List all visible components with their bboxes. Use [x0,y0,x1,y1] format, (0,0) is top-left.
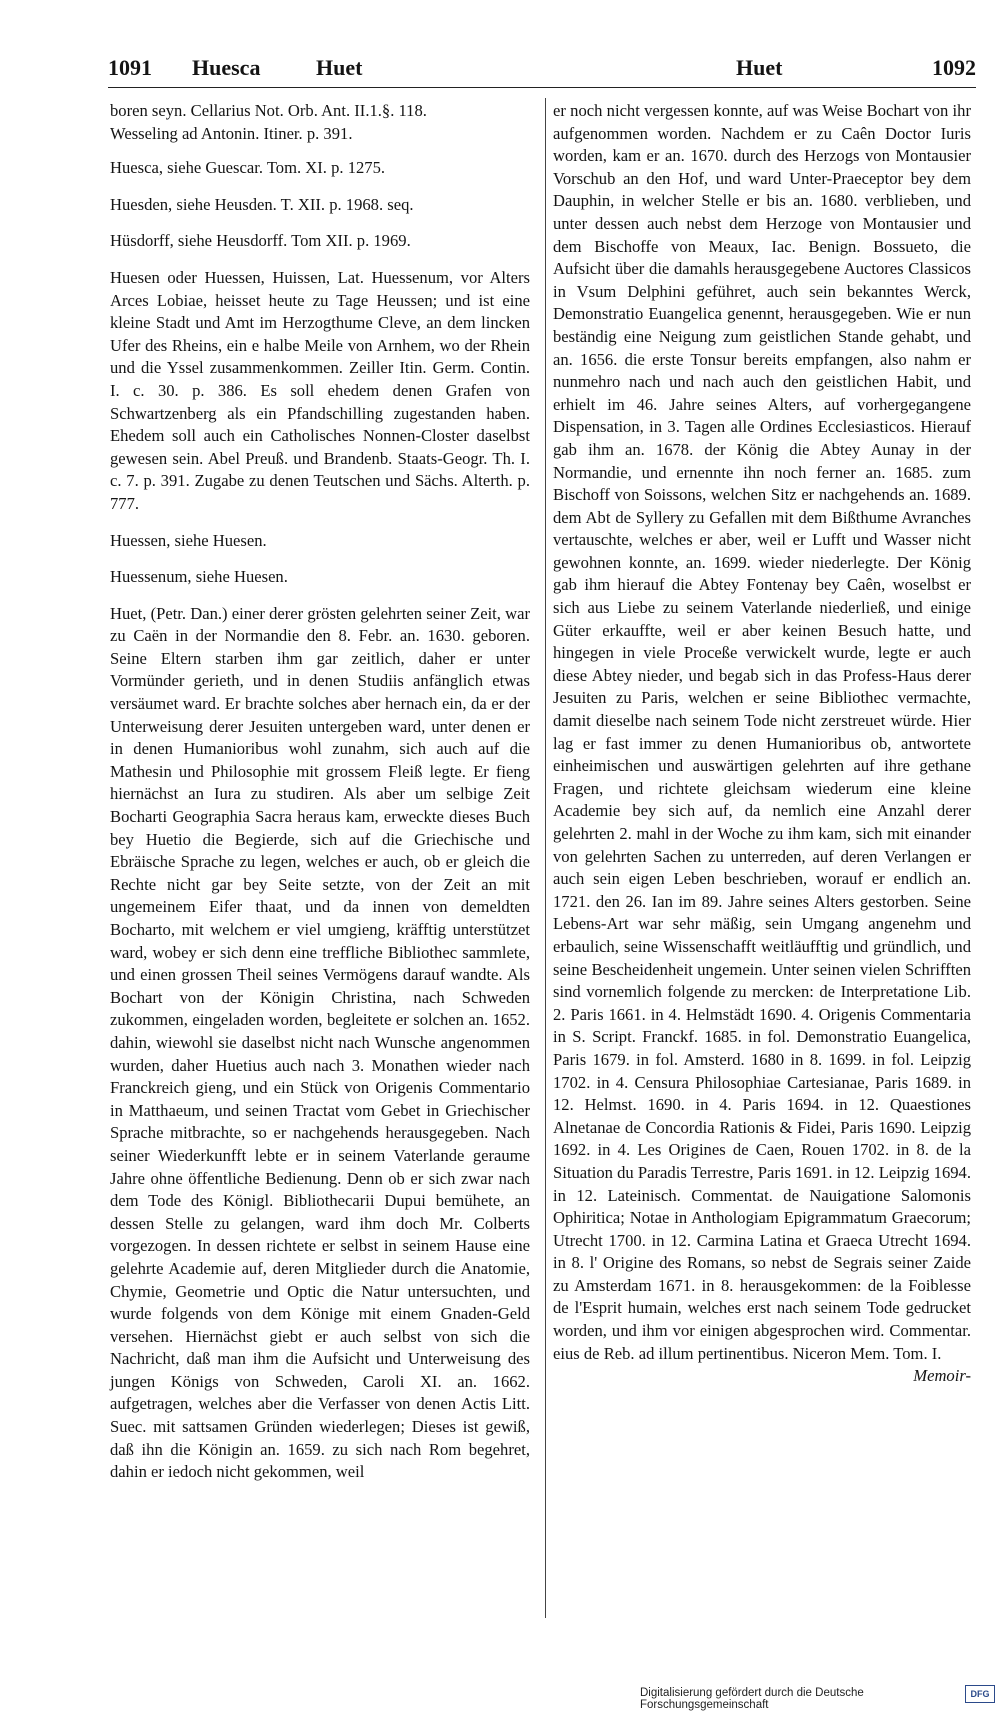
entry-huessenum: Huessenum, siehe Huesen. [110,567,288,587]
entry-huessen: Huessen, siehe Huesen. [110,530,267,550]
catchword-left-2: Huet [316,55,363,80]
funding-note: Digitalisierung gefördert durch die Deutsche Forschungsgemeinschaft [640,1687,864,1711]
entry-huesdorff: Hüsdorff, siehe Heusdorff. Tom XII. p. 1969. [110,231,411,251]
catchword-memoir: Memoir- [913,1366,971,1386]
entry-huesca: Huesca, siehe Guescar. Tom. XI. p. 1275. [110,158,386,178]
catchword-right: Huet [736,55,783,80]
header-rule [108,87,976,88]
right-column [553,100,971,1388]
entry-huet-continued: er noch nicht vergessen konnte, auf was Weise Bochart von ihr aufgenommen worden. Nachdem er zu Caên Doctor Iuris worden, kam er an. 1670. durch des Herzogs von Montausier Vorschub an den Hof, und ward Unter-Praeceptor bey dem Dauphin, in welcher Stelle er bis an. 1680. verblieben, und unter dessen auch nebst dem Herzoge von Montausier und dem Bischoffe von Meaux, Iac. Benign. Bossueto, die Aufsicht über die damahls herausgegebene Auctores Classicos in Vsum Delphini geführet, auch sein bekanntes Werck, Demonstratio Euangelica genennt, herausgegeben. Wie er nun beständig eine Neigung zum geistlichen Stande gehabt, und an. 1656. die erste Tonsur bereits empfangen, also nahm er nunmehro nach und nach auch den geistlichen Habit, und erhielt im 46. Jahre seines Alters, auf vorhergegangene Dispensation, in 3. Tagen alle Ordines Ecclesiasticos. Hierauf gab ihm an. 1678. der König die Abtey Aunay in der Normandie, und ernennte ihn noch ferner an. 1685. zum Bischoff von Soissons, welchen Sitz er nachgehends an. 1689. dem Abt de Syllery zu Gefallen mit dem Bißthume Avranches vertauschte, welches er aber, weil er Lufft und Wasser nicht gewohnen konnte, an. 1699. wieder niederlegte. Der König gab ihm hierauf die Abtey Fontenay bey Caên, woselbst er sich aus Liebe zu seinem Vaterlande niederließ, und einige Güter erkauffte, weil er aber keinen Besuch hatte, und hingegen in viele Proceße verwickelt wurde, legte er auch diese Abtey nieder, und begab sich in das Profess-Haus derer Jesuiten zu Paris, welchen er seine Bibliothec vermachte, damit dieselbe nach seinem Tode nicht zerstreuet würde. Hier lag er fast immer zu denen Humanioribus ob, antwortete einheimischen und auswärtigen gelehrten auf ihre gethane Fragen, und richtete gleichsam wiederum eine kleine Academie bey sich auf, da nemlich eine Anzahl derer gelehrten 2. mahl in der Woche zu ihm kam, sich mit einander von gelehrten Sachen zu unterreden, auf deren Verlangen er auch sein eigen Leben beschrieben, worauf er endlich an. 1721. den 26. Ian im 89. Jahre seines Alters gestorben. Seine Lebens-Art war sehr mäßig, sein Umgang angenehm und erbaulich, seine Wissenschafft weitläufftig und gründlich, und seine Bescheidenheit ungemein. Unter seinen vielen Schrifften sind vornemlich folgende zu mercken: de Interpretatione Lib. 2. Paris 1661. in 4. Helmstädt 1690. 4. Origenis Commentaria in S. Script. Franckf. 1685. in fol. Demonstratio Euangelica, Paris 1679. in fol. Amsterd. 1680 in 8. 1699. in fol. Leipzig 1702. in 4. Censura Philosophiae Cartesianae, Paris 1689. in 12. Helmst. 1690. in 4. Paris 1694. in 12. Quaestiones Alnetanae de Concordia Rationis & Fidei, Paris 1690. Leipzig 1692. in 4. Les Origines de Caen, Rouen 1702. in 8. de la Situation du Paradis Terrestre, Paris 1691. in 12. Leipzig 1694. in 12. Lateinisch. Commentat. de Nauigatione Salomonis Ophiritica; Notae in Anthologiam Epigrammatum Graecorum; Utrecht 1700. in 12. Carmina Latina et Graeca Utrecht 1694. in 8. l' Origine des Romans, so nebst de Segrais seiner Zaide zu Amsterdam 1671. in 8. herausgekommen: de la Foiblesse de l'Esprit humain, welches erst nach seinem Tode gedrucket worden, und ihm vor einigen abgesprochen wird. Commentar. eius de Reb. ad illum pertinentibus. Niceron Mem. Tom. I. [553,101,971,1363]
entry-huet: Huet, (Petr. Dan.) einer derer grösten gelehrten seiner Zeit, war zu Caën in der Normandie den 8. Febr. an. 1630. geboren. Seine Eltern starben ihm gar zeitlich, daher er unter Vormünder gerieth, und in denen Studiis anfänglich etwas versäumet ward. Er brachte solches aber hernach ein, da er der Unterweisung derer Jesuiten untergeben ward, unter denen er in denen Humanioribus wohl zunahm, sich auch auf die Mathesin und Philosophie mit grossem Fleiß legte. Er fieng hiernächst an Iura zu studiren. Als aber um selbige Zeit Bocharti Geographia Sacra heraus kam, erweckte dieses Buch bey Huetio die Begierde, sich auf die Griechische und Ebräische Sprache zu legen, welches er auch, ob er gleich die Rechte nicht gar bey Seite setzte, von der Zeit an mit ungemeinem Eifer thaat, und da innen von demeldten Bocharto, mit welchem er viel umgieng, kräfftig unterstützet ward, wobey er sich denn eine treffliche Bibliothec sammlete, und einen grossen Theil seines Vermögens darauf wandte. Als Bochart von der Königin Christina, nach Schweden zukommen, eingeladen worden, begleitete er solchen an. 1652. dahin, wiewohl sie daselbst nicht nach Wunsche angenommen wurden, daher Huetius auch nach 3. Monathen wieder nach Franckreich gieng, und ein Stück von Origenis Commentario in Matthaeum, und seinen Tractat vom Gebet in Griechischer Sprache mitbrachte, so er nachgehends herausgegeben. Nach seiner Wiederkunfft lebte er in seinem Vaterlande geraume Jahre ohne öffentliche Bedienung. Denn ob er sich zwar nach dem Tode des Königl. Bibliothecarii Dupui bemühete, an dessen Stelle zu gelangen, ward ihm doch Mr. Colberts vorgezogen. In dessen richtete er selbst in seinem Hause eine gelehrte Academie auf, deren Mitglieder durch die Anatomie, Chymie, Geometrie und Optic die Natur untersuchten, und wurde folgends von dem Könige mit einem Gnaden-Geld versehen. Hiernächst giebt er auch selbst von sich die Nachricht, daß man ihm die Aufsicht und Unterweisung des jungen Königs von Schweden, Caroli XI. an. 1662. aufgetragen, welches aber die Verfasser von denen Actis Litt. Suec. mit sattsamen Gründen wiederlegen; Dieses ist gewiß, daß ihn die Königin an. 1659. zu sich nach Rom begehret, dahin er iedoch nicht gekommen, weil [110,603,530,1482]
running-header [108,55,976,89]
paragraph-wesseling: Wesseling ad Antonin. Itiner. p. 391. [110,123,353,143]
paragraph-cellarius: boren seyn. Cellarius Not. Orb. Ant. II.1.§. 118. [110,101,427,120]
entry-huesden: Huesden, siehe Heusden. T. XII. p. 1968. seq. [110,194,414,214]
page-number-left: 1091 [108,55,152,80]
left-column [110,100,530,1484]
page-number-right: 1092 [932,55,976,80]
catchword-left-1: Huesca [192,55,261,80]
digitization-footer [640,1683,995,1711]
column-divider [545,98,546,1618]
dfg-logo: DFG [965,1685,995,1703]
entry-huesen: Huesen oder Huessen, Huissen, Lat. Huessenum, vor Alters Arces Lobiae, heisset heute zu Tage Heussen; und ist eine kleine Stadt und Amt im Herzogthume Cleve, an dem lincken Ufer des Rheins, ein e halbe Meile von Arnhem, wo der Rhein und die Yssel zusammenkommen. Zeiller Itin. Germ. Contin. I. c. 30. p. 386. Es soll ehedem denen Grafen von Schwartzenberg als ein Pfandschilling zugestanden haben. Ehedem soll auch ein Catholisches Nonnen-Closter daselbst gewesen sein. Abel Preuß. und Brandenb. Staats-Geogr. Th. I. c. 7. p. 391. Zugabe zu denen Teutschen und Sächs. Alterth. p. 777. [110,267,530,513]
